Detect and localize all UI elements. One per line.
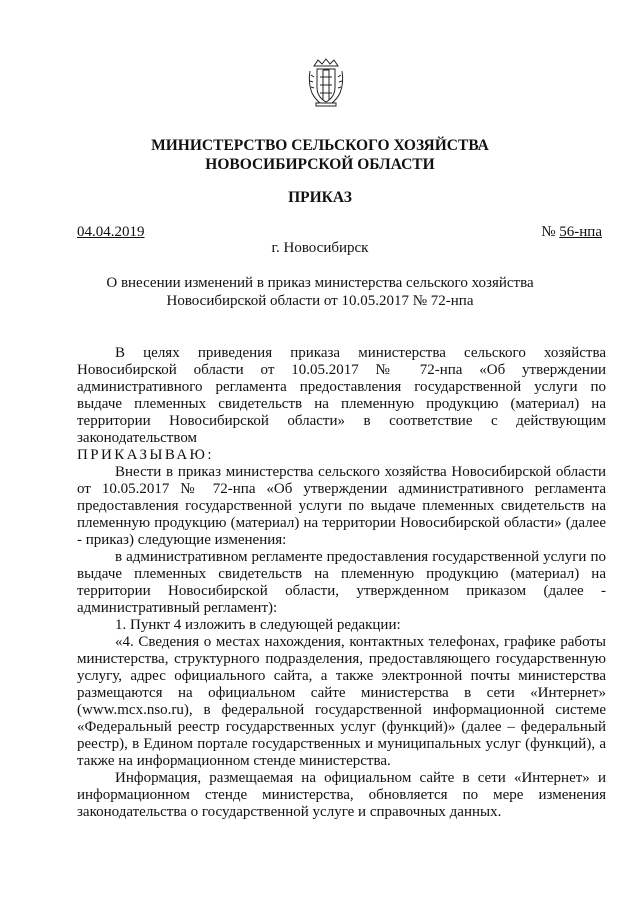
document-number: [541, 224, 602, 241]
number-value: 56-нпа: [559, 224, 602, 240]
body-paragraph-preamble: В целях приведения приказа министерства сельского хозяйства Новосибирской области от 10.05.2017 № 72-нпа «Об утверждении административного регламента предоставления государственной услуги по выдаче племенных свидетельств на племенную продукцию (материал) на территории Новосибирской области» в соответствие с действующим законодательством: [77, 345, 606, 446]
subject-line2: Новосибирской области от 10.05.2017 № 72-нпа: [166, 293, 474, 309]
document-body: [77, 345, 606, 821]
body-paragraph-item1: 1. Пункт 4 изложить в следующей редакции:: [115, 617, 401, 633]
body-paragraph-item4-text: «4. Сведения о местах нахождения, контактных телефонах, графике работы министерства, структурного подразделения, предоставляющего государственную услугу, адрес официального сайта, а также электронной почты министерства размещаются на официальном сайте министерства в сети «Интернет» (www.mcx.nso.ru), в федеральной государственной информационной системе «Федеральный реестр государственных услуг (функций)» (далее – федеральный реестр), в Едином портале государственных и муниципальных услуг (функций), а также на информационном стенде министерства.: [77, 634, 606, 769]
number-prefix: №: [541, 224, 560, 240]
body-paragraph-regulation: в административном регламенте предоставления государственной услуги по выдаче племенных свидетельств на племенную продукцию (материал) на территории Новосибирской области, утвержденном приказом (далее - административный регламент):: [77, 549, 606, 616]
coat-of-arms-icon: [306, 57, 346, 107]
ministry-title-line1: МИНИСТЕРСТВО СЕЛЬСКОГО ХОЗЯЙСТВА: [151, 137, 489, 154]
body-paragraph-info: Информация, размещаемая на официальном сайте в сети «Интернет» и информационном стенде министерства, обновляется по мере изменения законодательства о государственной услуге и справочных данных.: [77, 770, 606, 820]
document-date: 04.04.2019: [77, 224, 145, 240]
ministry-title-line2: НОВОСИБИРСКОЙ ОБЛАСТИ: [205, 156, 435, 173]
subject-line1: О внесении изменений в приказ министерства сельского хозяйства: [106, 275, 534, 291]
order-word: ПРИКАЗЫВАЮ:: [77, 447, 214, 463]
document-type: ПРИКАЗ: [288, 189, 352, 206]
body-paragraph-amend: Внести в приказ министерства сельского хозяйства Новосибирской области от 10.05.2017 № 72-нпа «Об утверждении административного регламента предоставления государственной услуги по выдаче племенных свидетельств на племенную продукцию (материал) на территории Новосибирской области» (далее - приказ) следующие изменения:: [77, 464, 606, 548]
document-city: г. Новосибирск: [271, 240, 369, 256]
